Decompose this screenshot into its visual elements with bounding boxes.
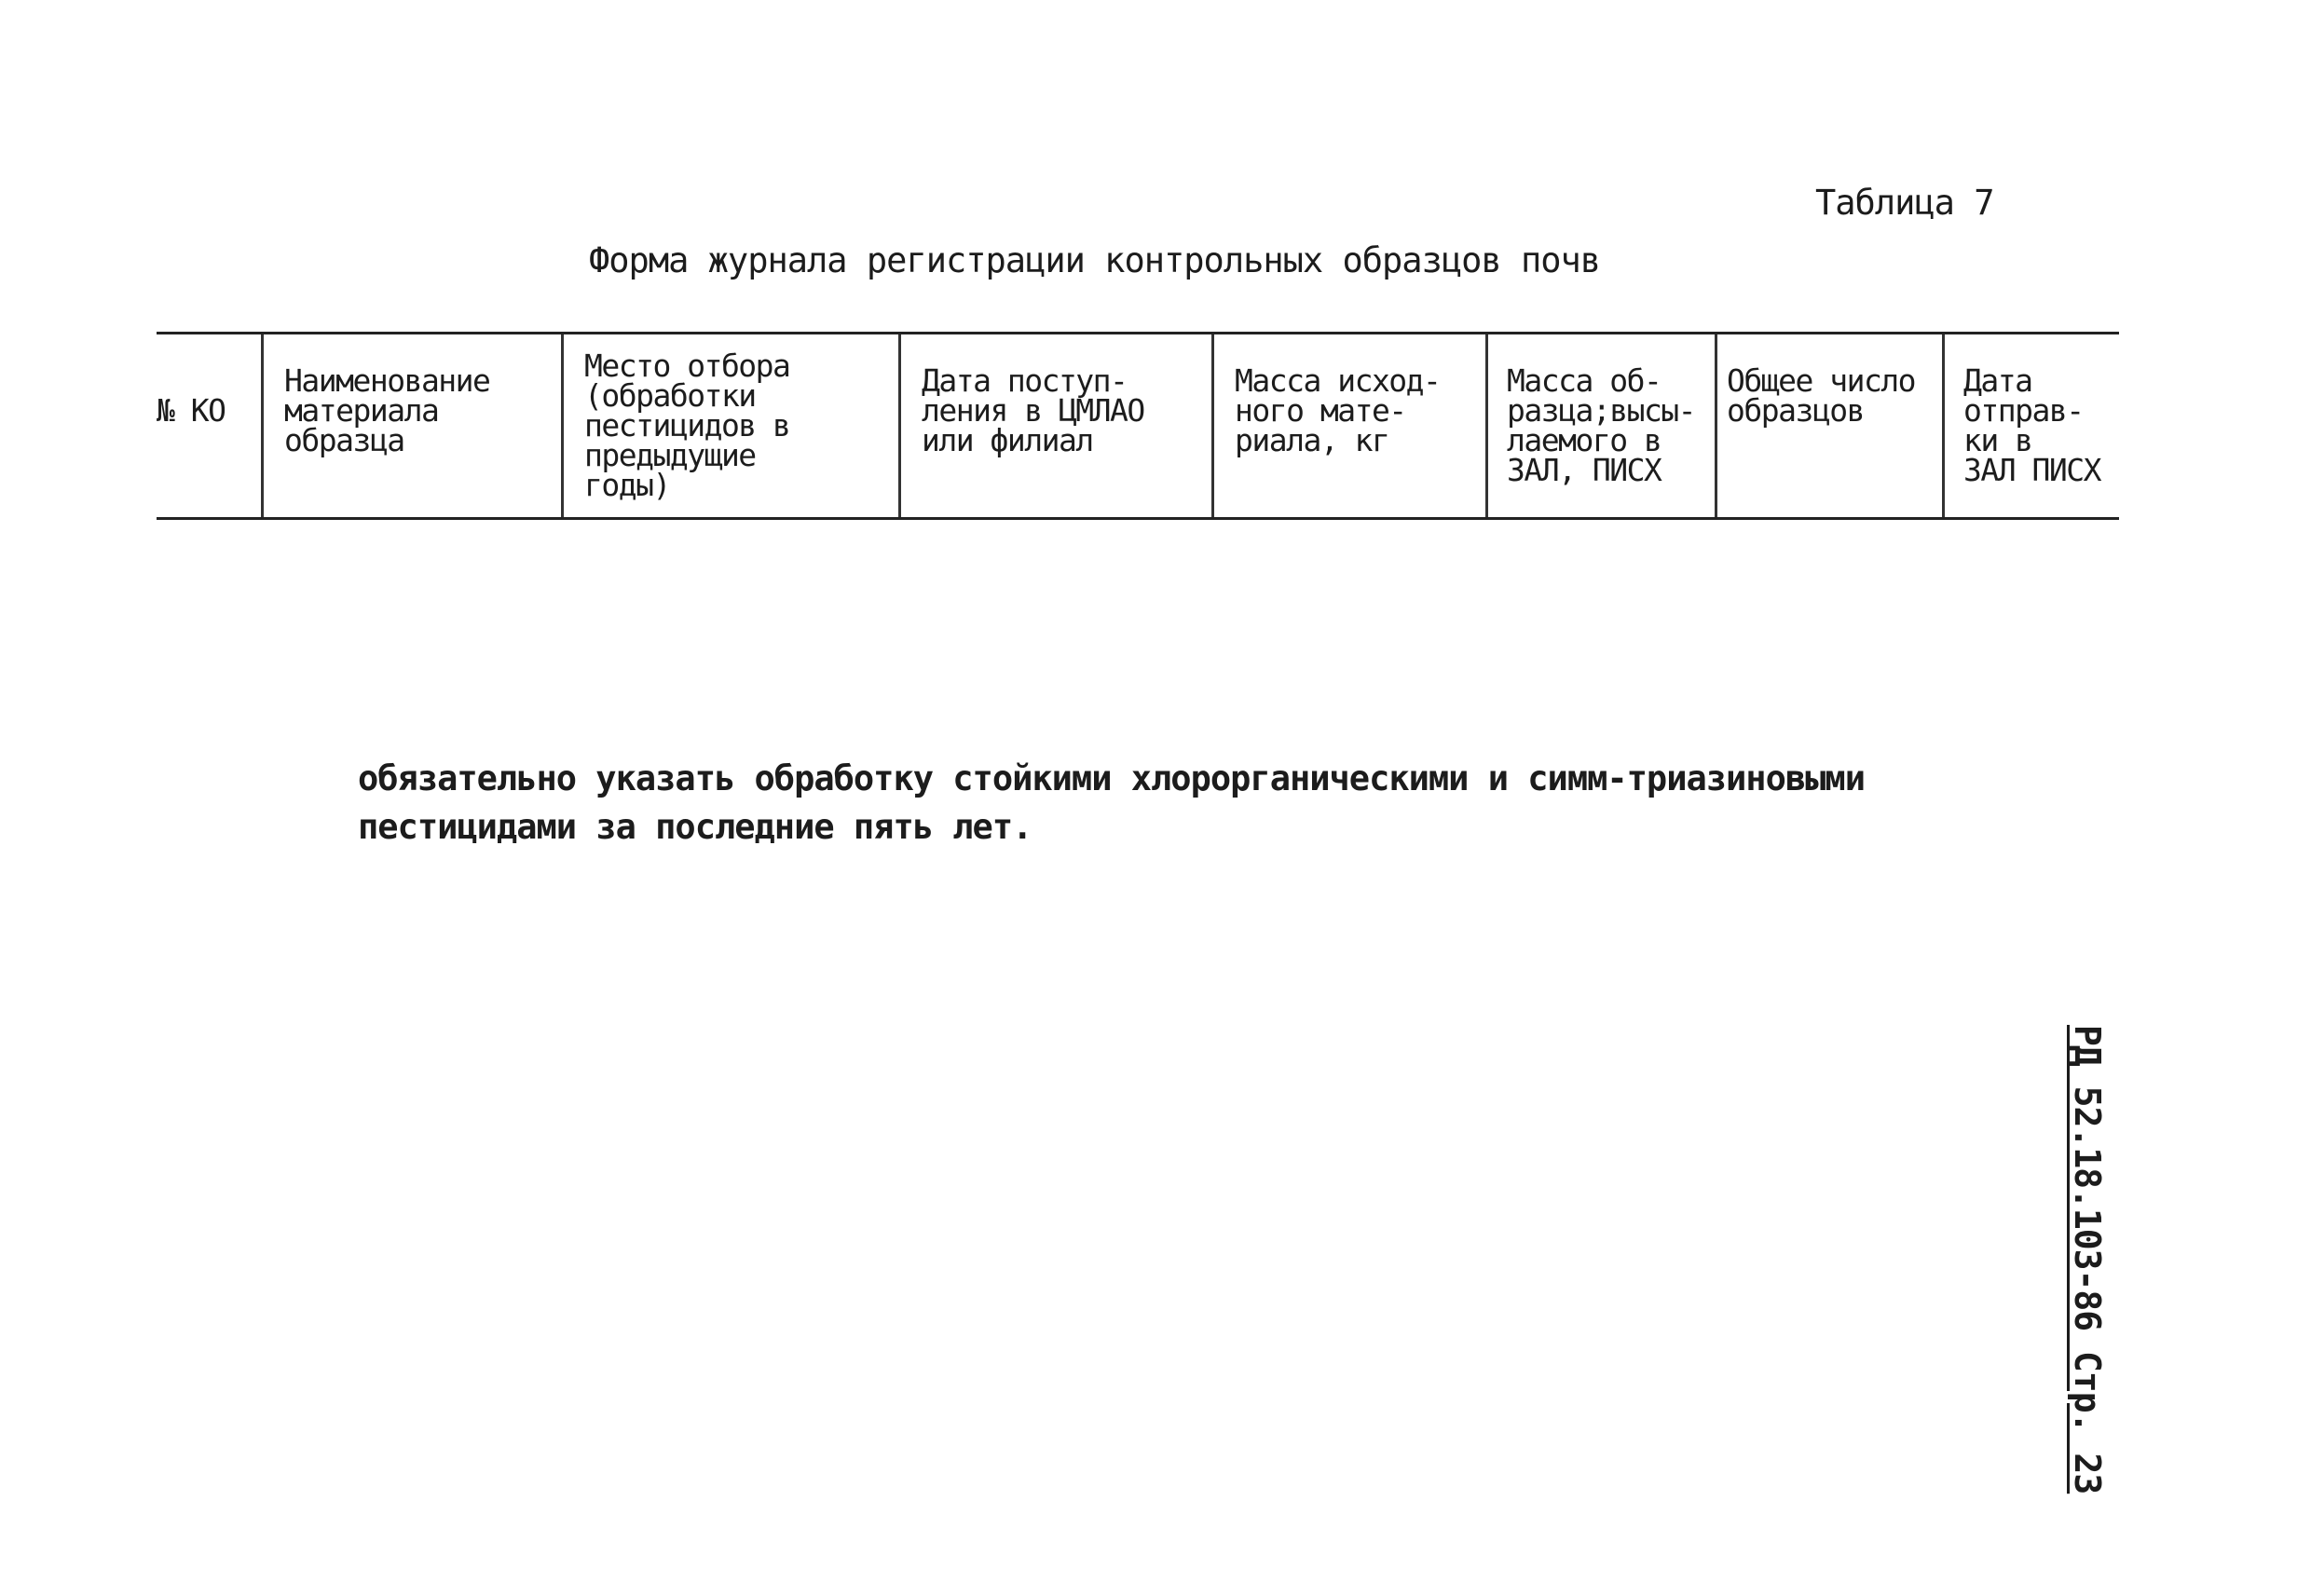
column-header-ko-number: № КО: [157, 392, 226, 429]
registration-table: [157, 332, 2119, 520]
column-header-material-name: Наименование материала образца: [261, 334, 561, 517]
column-header-receipt-date: Дата поступ- ления в ЦМЛАО или филиал: [898, 334, 1211, 517]
column-header-initial-mass: Масса исход- ного мате- риала, кг: [1211, 334, 1485, 517]
side-document-reference: РД 52.18.103-86 Стр. 23: [2067, 1025, 2108, 1494]
column-header-dispatch-date: Дата отправ- ки в ЗАЛ ПИСХ: [1942, 334, 2119, 517]
table-label: Таблица 7: [1815, 183, 1994, 223]
column-header-sample-mass: Масса об- разца;высы- лаемого в ЗАЛ, ПИСХ: [1485, 334, 1715, 517]
form-title: Форма журнала регистрации контрольных образцов почв: [589, 240, 1601, 280]
column-header-total-samples: Общее число образцов: [1715, 334, 1942, 517]
note-text: обязательно указать обработку стойкими хлорорганическими и симм-триазиновыми пестицидами за последние пять лет.: [358, 758, 1865, 847]
column-header-sampling-place: Место отбора (обработки пестицидов в предыдущие годы): [561, 334, 898, 517]
